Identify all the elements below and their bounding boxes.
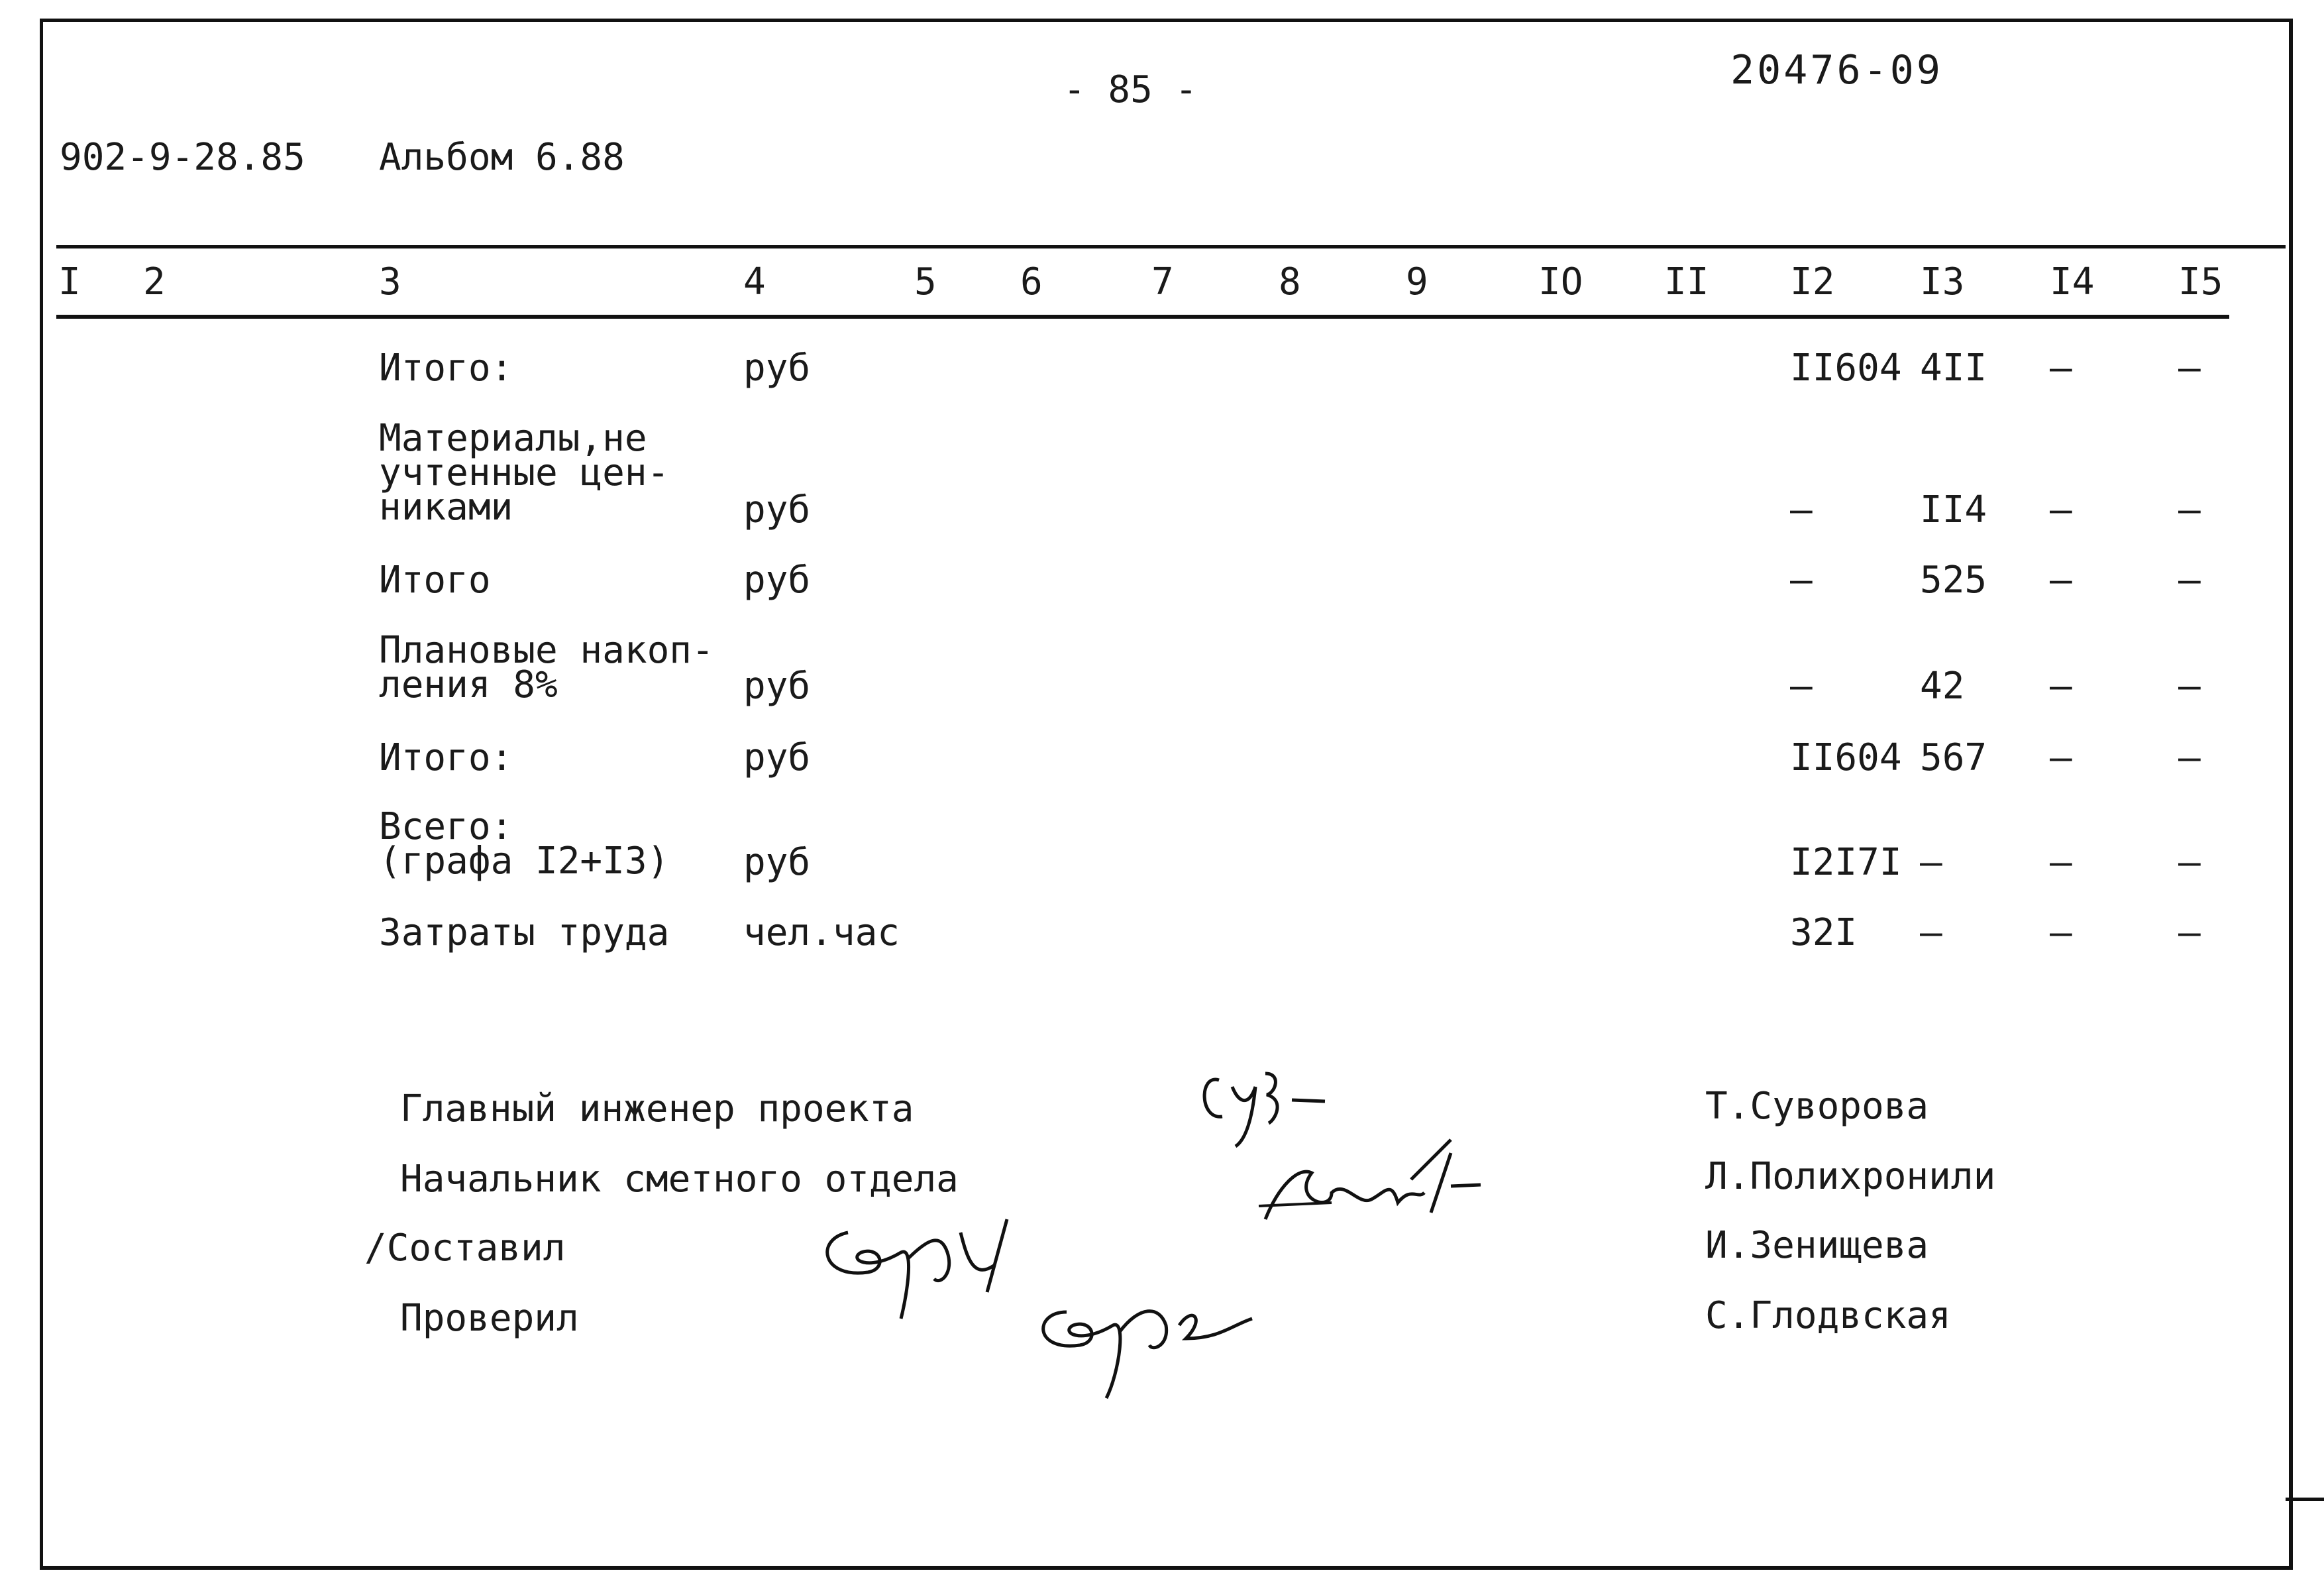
album-label: Альбом 6.88 <box>379 136 625 179</box>
row-col13: II4 <box>1920 488 1987 531</box>
row-name: Итого: <box>379 347 513 390</box>
row-col15: – <box>2178 841 2201 884</box>
row-col12: – <box>1790 488 1813 531</box>
row-name: Итого: <box>379 736 513 779</box>
signer-name: Л.Полихронили <box>1705 1155 1996 1198</box>
column-header: IO <box>1538 260 1583 303</box>
row-col14: – <box>2050 911 2072 954</box>
signer-role: /Составил <box>364 1227 566 1270</box>
row-unit: руб <box>743 559 811 602</box>
column-header: 8 <box>1279 260 1301 303</box>
row-col15: – <box>2178 911 2201 954</box>
row-unit: руб <box>743 488 811 531</box>
column-header: 7 <box>1151 260 1174 303</box>
row-col14: – <box>2050 841 2072 884</box>
signature-compiler <box>808 1206 1027 1325</box>
signer-role: Проверил <box>400 1297 579 1340</box>
column-header: 4 <box>743 260 766 303</box>
row-col13: 567 <box>1920 736 1987 779</box>
signer-role: Главный инженер проекта <box>400 1087 914 1130</box>
column-header: I5 <box>2178 260 2223 303</box>
signature-checker <box>1020 1279 1259 1411</box>
row-col13: – <box>1920 911 1942 954</box>
row-name: Плановые накоп- ления 8% <box>379 629 714 706</box>
row-name: Всего: (графа I2+I3) <box>379 805 670 883</box>
page-number: - 85 - <box>1063 68 1198 111</box>
row-name: Затраты труда <box>379 911 670 954</box>
row-col12: 32I <box>1790 911 1858 954</box>
row-col14: – <box>2050 347 2072 390</box>
row-col15: – <box>2178 665 2201 708</box>
row-name: Итого <box>379 559 491 602</box>
row-col12: – <box>1790 665 1813 708</box>
row-col13: 525 <box>1920 559 1987 602</box>
table-header-rule <box>56 315 2229 319</box>
column-header: II <box>1664 260 1709 303</box>
row-col15: – <box>2178 736 2201 779</box>
column-header: 3 <box>379 260 401 303</box>
row-unit: руб <box>743 347 811 390</box>
row-name: Материалы,не учтенные цен- никами <box>379 417 670 529</box>
signature-head-estimate <box>1252 1126 1504 1259</box>
column-header: 5 <box>914 260 937 303</box>
column-header: I2 <box>1790 260 1835 303</box>
inventory-number: 20476-09 <box>1730 47 1943 93</box>
row-col15: – <box>2178 559 2201 602</box>
row-col13: 42 <box>1920 665 1965 708</box>
column-header: 2 <box>143 260 166 303</box>
signer-name: С.Глодвская <box>1705 1294 1951 1337</box>
signer-name: Т.Суворова <box>1705 1085 1929 1128</box>
column-header: I3 <box>1920 260 1965 303</box>
column-header: 9 <box>1406 260 1428 303</box>
row-col15: – <box>2178 488 2201 531</box>
row-unit: чел.час <box>743 911 900 954</box>
doc-code: 902-9-28.85 <box>60 136 305 179</box>
row-col14: – <box>2050 559 2072 602</box>
row-col15: – <box>2178 347 2201 390</box>
row-col12: – <box>1790 559 1813 602</box>
row-unit: руб <box>743 736 811 779</box>
row-unit: руб <box>743 665 811 708</box>
signer-name: И.Зенищева <box>1705 1224 1929 1267</box>
signer-role: Начальник сметного отдела <box>400 1158 959 1201</box>
column-header: I4 <box>2050 260 2095 303</box>
column-header: 6 <box>1020 260 1043 303</box>
row-col12: II604 <box>1790 736 1902 779</box>
edge-tick <box>2286 1498 2324 1501</box>
table-top-rule <box>56 245 2286 248</box>
row-unit: руб <box>743 841 811 884</box>
row-col14: – <box>2050 736 2072 779</box>
column-header: I <box>58 260 81 303</box>
row-col12: II604 <box>1790 347 1902 390</box>
row-col13: 4II <box>1920 347 1987 390</box>
row-col14: – <box>2050 488 2072 531</box>
row-col13: – <box>1920 841 1942 884</box>
row-col14: – <box>2050 665 2072 708</box>
row-col12: I2I7I <box>1790 841 1902 884</box>
